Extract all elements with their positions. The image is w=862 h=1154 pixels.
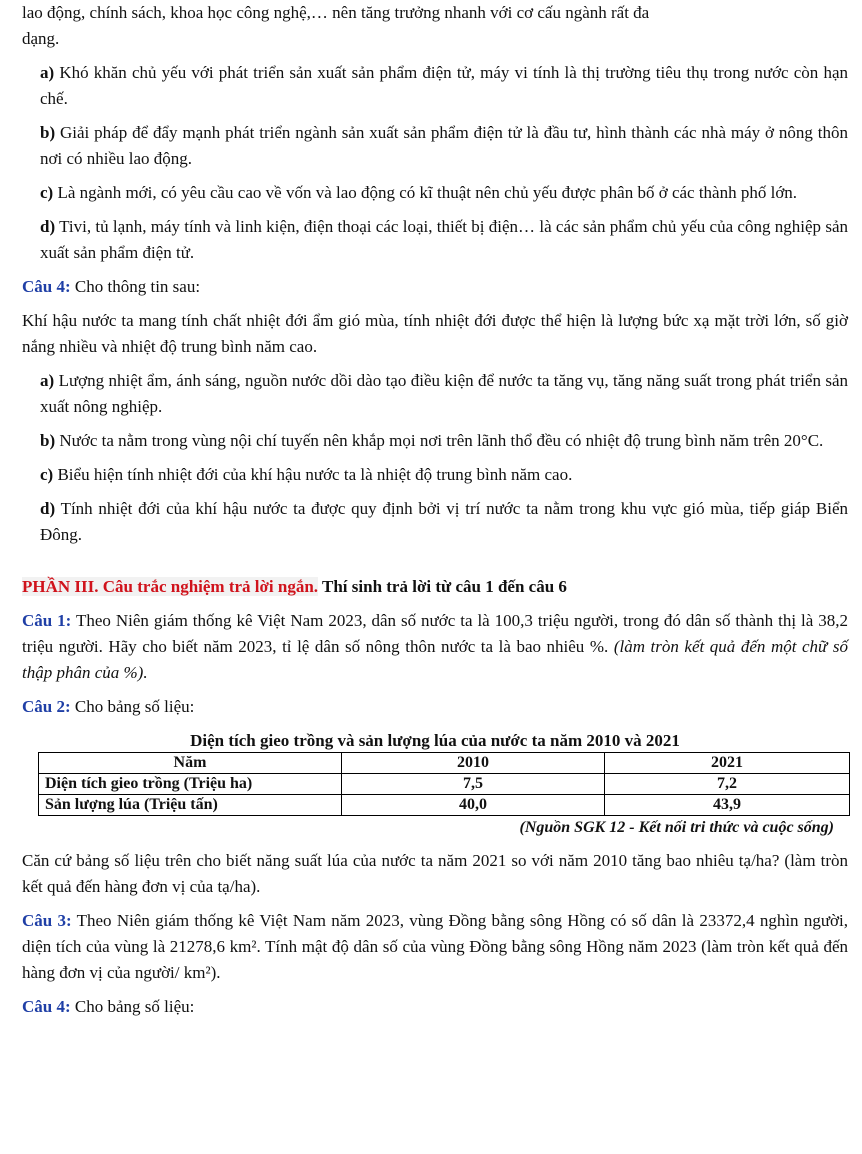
intro-line-2: dạng. — [22, 29, 60, 48]
table-source: (Nguồn SGK 12 - Kết nối tri thức và cuộc sống) — [519, 819, 834, 836]
table-header-row — [39, 753, 850, 774]
option-text: Giải pháp để đẩy mạnh phát triển ngành sản xuất sản phẩm điện tử là đầu tư, hình thành các nhà máy ở nông thôn nơi có nhiều lao động. — [40, 123, 848, 168]
table-row — [39, 774, 850, 795]
option-letter: d) — [40, 217, 56, 236]
table-cell: 7,5 — [342, 774, 605, 795]
part3-question-4 — [22, 994, 848, 1020]
option-text: Tính nhiệt đới của khí hậu nước ta được quy định bởi vị trí nước ta nằm trong khu vực gió mùa, tiếp giáp Biển Đông. — [40, 499, 848, 544]
q4-option-b — [22, 428, 848, 454]
question-prompt: Cho thông tin sau: — [70, 277, 201, 296]
option-text: Nước ta nằm trong vùng nội chí tuyến nên khắp mọi nơi trên lãnh thổ đều có nhiệt độ trung bình năm trên 20°C. — [59, 431, 824, 450]
question-prompt: Cho bảng số liệu: — [70, 997, 195, 1016]
q3-option-a — [22, 60, 848, 112]
part3-question-1 — [22, 608, 848, 686]
option-letter: c) — [40, 465, 54, 484]
part3-question-3 — [22, 908, 848, 986]
part3-instruction: Thí sinh trả lời từ câu 1 đến câu 6 — [318, 577, 567, 596]
table-header-cell: Năm — [39, 753, 342, 774]
question-label: Câu 4: — [22, 997, 71, 1016]
table-header-cell: 2021 — [605, 753, 850, 774]
question-note: (làm tròn kết quả đến một chữ số thập phân của %). — [22, 637, 848, 682]
question-label: Câu 3: — [22, 911, 72, 930]
option-text: Lượng nhiệt ẩm, ánh sáng, nguồn nước dồi dào tạo điều kiện để nước ta tăng vụ, tăng năng suất trong phát triển sản xuất nông nghiệp. — [40, 371, 849, 416]
part3-title: PHẦN III. Câu trắc nghiệm trả lời ngắn. — [22, 577, 319, 596]
question-label: Câu 4: — [22, 277, 71, 296]
part3-heading — [22, 574, 848, 600]
data-table — [38, 752, 850, 816]
q4-option-d — [22, 496, 848, 548]
part3-question-2 — [22, 694, 848, 720]
q3-option-b — [22, 120, 848, 172]
option-text: Là ngành mới, có yêu cầu cao về vốn và lao động có kĩ thuật nên chủ yếu được phân bố ở các thành phố lớn. — [57, 183, 798, 202]
table-cell: 7,2 — [605, 774, 850, 795]
question-text: Theo Niên giám thống kê Việt Nam 2023, dân số nước ta là 100,3 triệu người, trong đó dân số thành thị là 38,2 triệu người. Hãy cho biết năm 2023, tỉ lệ dân số nông thôn nước ta là bao nhiêu %. — [22, 611, 848, 656]
intro-line-1: lao động, chính sách, khoa học công nghệ,… nên tăng trưởng nhanh với cơ cấu ngành rất đa — [22, 3, 650, 22]
option-letter: d) — [40, 499, 56, 518]
q4-info: Khí hậu nước ta mang tính chất nhiệt đới ẩm gió mùa, tính nhiệt đới được thể hiện là lượng bức xạ mặt trời lớn, số giờ nắng nhiều và nhiệt độ trung bình năm cao. — [22, 311, 848, 356]
option-letter: a) — [40, 63, 55, 82]
q4-option-c — [22, 462, 848, 488]
option-text: Biểu hiện tính nhiệt đới của khí hậu nước ta là nhiệt độ trung bình năm cao. — [57, 465, 573, 484]
table-row — [39, 795, 850, 816]
option-letter: b) — [40, 123, 56, 142]
table-title: Diện tích gieo trồng và sản lượng lúa của nước ta năm 2010 và 2021 — [190, 731, 680, 750]
table-header-cell: 2010 — [342, 753, 605, 774]
q4-heading — [22, 274, 848, 300]
option-text: Khó khăn chủ yếu với phát triển sản xuất sản phẩm điện tử, máy vi tính là thị trường tiêu thụ trong nước còn hạn chế. — [40, 63, 849, 108]
option-text: Tivi, tủ lạnh, máy tính và linh kiện, điện thoại các loại, thiết bị điện… là các sản phẩm chủ yếu của công nghiệp sản xuất sản phẩm điện tử. — [40, 217, 848, 262]
table-cell: 40,0 — [342, 795, 605, 816]
question-text: Theo Niên giám thống kê Việt Nam năm 2023, vùng Đồng bằng sông Hồng có số dân là 23372,4 nghìn người, diện tích của vùng là 21278,6 km². Tính mật độ dân số của vùng Đồng bằng sông Hồng năm 2023 (làm tròn kết quả đến hàng đơn vị của người/ km²). — [22, 911, 848, 982]
question-label: Câu 2: — [22, 697, 71, 716]
option-letter: a) — [40, 371, 55, 390]
document-page — [22, 0, 848, 1020]
table-cell: Diện tích gieo trồng (Triệu ha) — [39, 774, 342, 795]
table-cell: 43,9 — [605, 795, 850, 816]
option-letter: b) — [40, 431, 56, 450]
question-prompt: Cho bảng số liệu: — [70, 697, 195, 716]
q3-option-d — [22, 214, 848, 266]
q4-option-a — [22, 368, 848, 420]
option-letter: c) — [40, 183, 54, 202]
question-label: Câu 1: — [22, 611, 72, 630]
table-cell: Sản lượng lúa (Triệu tấn) — [39, 795, 342, 816]
part3-question-2-text: Căn cứ bảng số liệu trên cho biết năng suất lúa của nước ta năm 2021 so với năm 2010 tăng bao nhiêu tạ/ha? (làm tròn kết quả đến hàng đơn vị của tạ/ha). — [22, 851, 848, 896]
q3-option-c — [22, 180, 848, 206]
